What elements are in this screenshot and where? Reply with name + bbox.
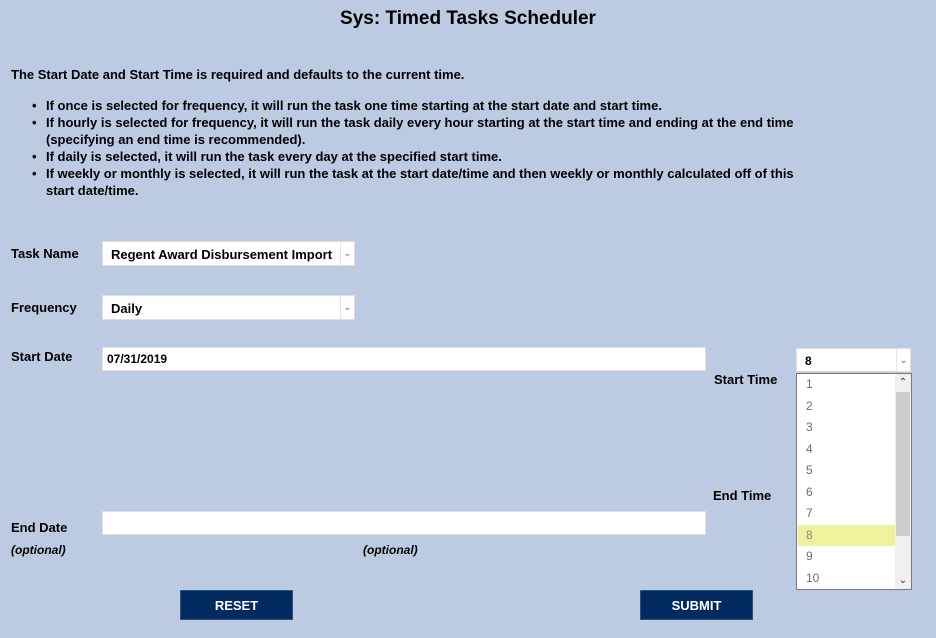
scroll-down-arrow-icon[interactable]: ⌄ bbox=[898, 575, 908, 586]
scrollbar-thumb[interactable] bbox=[896, 392, 910, 536]
task-name-value: Regent Award Disbursement Import bbox=[111, 247, 333, 262]
dropdown-option[interactable]: 6 bbox=[806, 485, 813, 499]
dropdown-option[interactable]: 9 bbox=[806, 549, 813, 563]
start-time-dropdown-list[interactable] bbox=[796, 373, 912, 590]
intro-text: The Start Date and Start Time is required and defaults to the current time. bbox=[11, 67, 465, 82]
scroll-up-arrow-icon[interactable]: ⌃ bbox=[898, 377, 908, 388]
dropdown-scrollbar[interactable] bbox=[895, 374, 911, 589]
list-item: • If daily is selected, it will run the task every day at the specified start time. bbox=[46, 148, 806, 165]
frequency-select[interactable] bbox=[102, 295, 355, 320]
list-item: • If hourly is selected for frequency, it will run the task daily every hour starting at the start time and ending at the end time (specifying an end time is recommended). bbox=[46, 114, 806, 148]
frequency-value: Daily bbox=[111, 301, 143, 316]
end-time-optional-label: (optional) bbox=[363, 543, 418, 557]
chevron-down-icon: ⌄ bbox=[896, 349, 910, 371]
dropdown-option[interactable]: 1 bbox=[806, 377, 813, 391]
end-date-input[interactable] bbox=[102, 511, 706, 535]
start-date-input[interactable] bbox=[102, 347, 706, 371]
start-time-label: Start Time bbox=[714, 372, 778, 387]
dropdown-option[interactable]: 3 bbox=[806, 420, 813, 434]
start-time-value: 8 bbox=[805, 354, 812, 368]
end-date-label: End Date bbox=[11, 520, 68, 535]
submit-button[interactable]: SUBMIT bbox=[640, 590, 753, 620]
chevron-down-icon: ⌄ bbox=[340, 296, 354, 319]
page-title: Sys: Timed Tasks Scheduler bbox=[340, 8, 596, 29]
dropdown-option[interactable]: 4 bbox=[806, 442, 813, 456]
list-item: • If weekly or monthly is selected, it will run the task at the start date/time and then weekly or monthly calculated off of this start date/time. bbox=[46, 165, 806, 199]
task-name-select[interactable] bbox=[102, 241, 355, 266]
dropdown-option-selected[interactable]: 8 bbox=[798, 525, 895, 546]
start-date-label: Start Date bbox=[11, 349, 73, 364]
dropdown-option[interactable]: 2 bbox=[806, 399, 813, 413]
reset-button[interactable]: RESET bbox=[180, 590, 293, 620]
frequency-label: Frequency bbox=[11, 300, 77, 315]
chevron-down-icon: ⌄ bbox=[340, 242, 354, 265]
task-name-label: Task Name bbox=[11, 246, 79, 261]
start-time-select[interactable] bbox=[796, 348, 911, 372]
end-date-optional-label: (optional) bbox=[11, 543, 66, 557]
list-item: • If once is selected for frequency, it will run the task one time starting at the start date and start time. bbox=[46, 97, 806, 114]
instructions-list bbox=[46, 97, 806, 199]
dropdown-option[interactable]: 7 bbox=[806, 506, 813, 520]
dropdown-option[interactable]: 5 bbox=[806, 463, 813, 477]
dropdown-option[interactable]: 10 bbox=[806, 571, 820, 585]
end-time-label: End Time bbox=[713, 488, 772, 503]
